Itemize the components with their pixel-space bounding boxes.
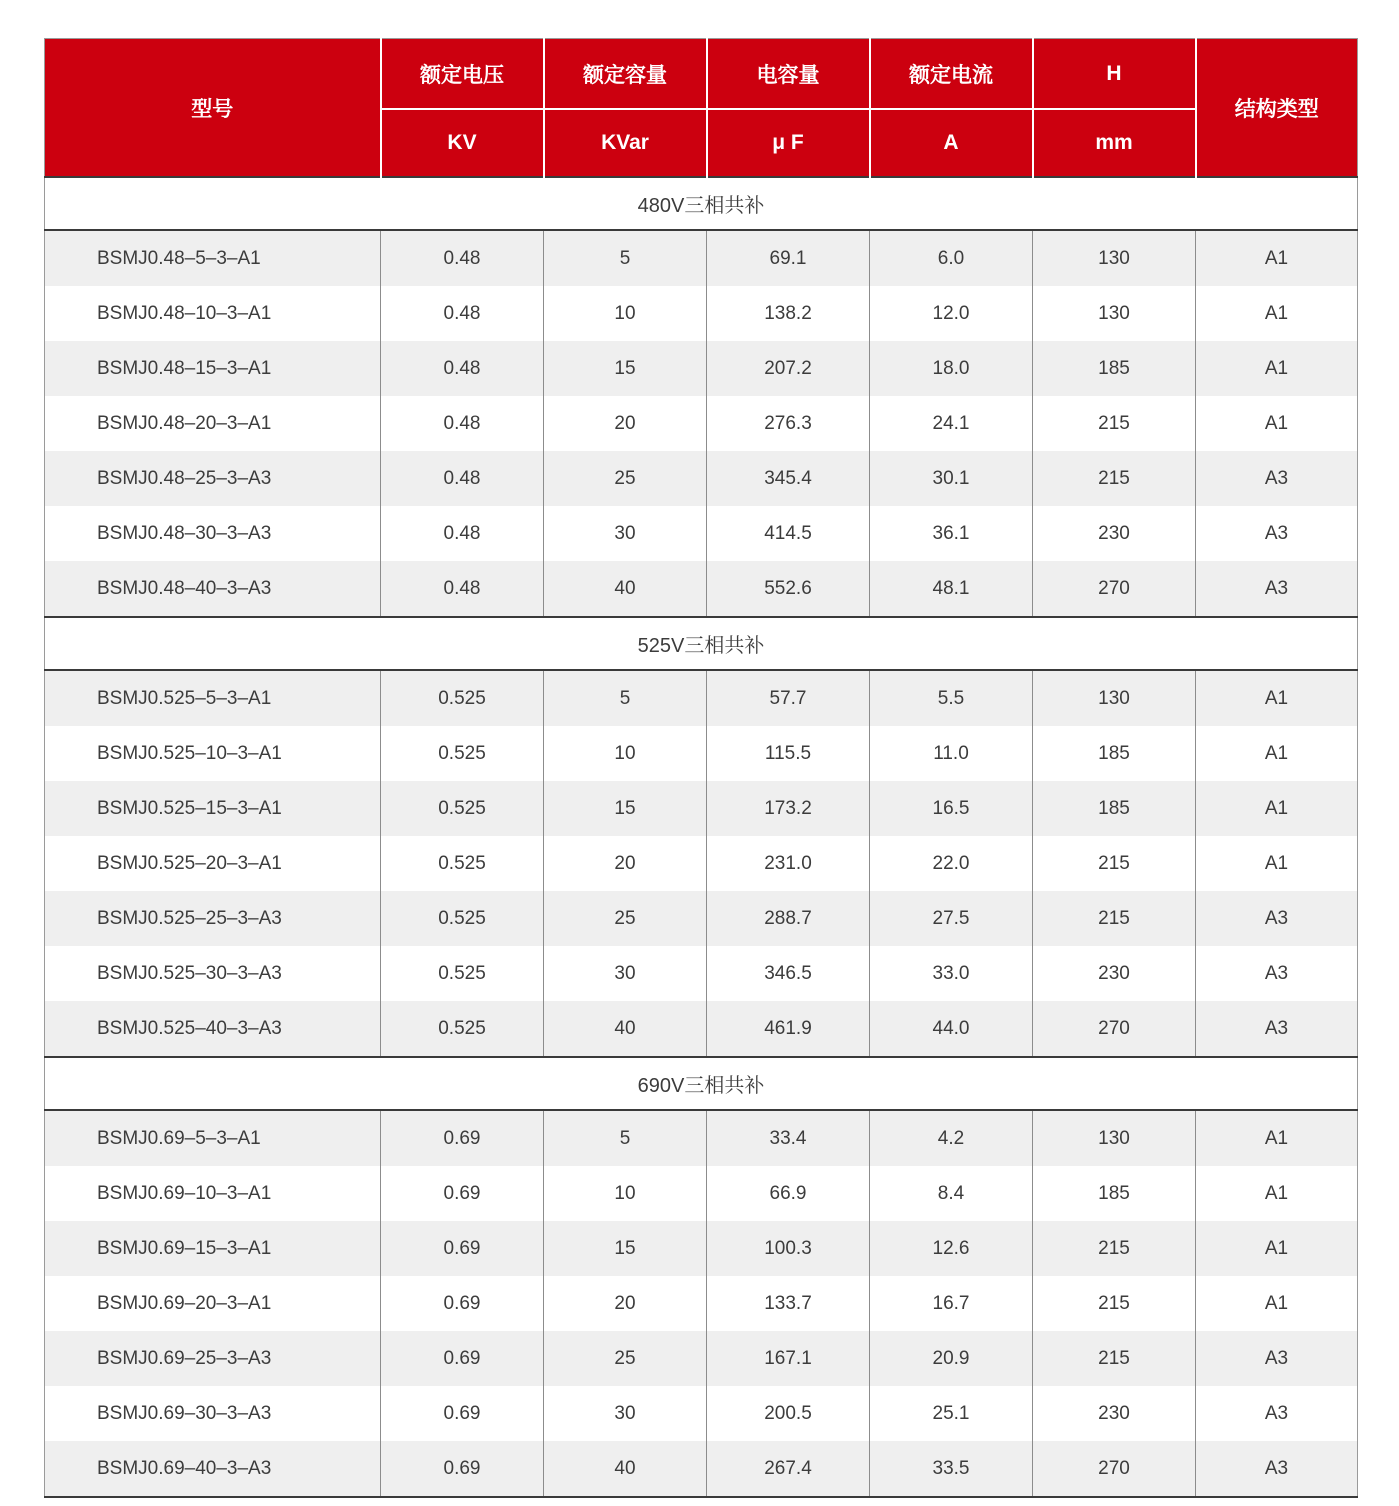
model-cell: BSMJ0.69–20–3–A1 [45, 1276, 381, 1331]
value-cell: 15 [544, 781, 707, 836]
model-cell: BSMJ0.525–30–3–A3 [45, 946, 381, 1001]
section-title: 690V三相共补 [45, 1057, 1358, 1110]
value-cell: 0.48 [381, 561, 544, 617]
model-cell: BSMJ0.48–10–3–A1 [45, 286, 381, 341]
table-row [45, 726, 1358, 781]
table-row [45, 1110, 1358, 1166]
table-row [45, 1166, 1358, 1221]
model-cell: BSMJ0.69–30–3–A3 [45, 1386, 381, 1441]
table-row [45, 396, 1358, 451]
model-cell: BSMJ0.525–20–3–A1 [45, 836, 381, 891]
value-cell: 12.6 [870, 1221, 1033, 1276]
model-cell: BSMJ0.48–5–3–A1 [45, 230, 381, 286]
value-cell: 0.525 [381, 781, 544, 836]
value-cell: 133.7 [707, 1276, 870, 1331]
model-cell: BSMJ0.69–15–3–A1 [45, 1221, 381, 1276]
value-cell: 267.4 [707, 1441, 870, 1497]
value-cell: 0.525 [381, 946, 544, 1001]
value-cell: 24.1 [870, 396, 1033, 451]
value-cell: A3 [1196, 891, 1358, 946]
value-cell: 185 [1033, 341, 1196, 396]
table-row [45, 1221, 1358, 1276]
value-cell: A3 [1196, 451, 1358, 506]
value-cell: 66.9 [707, 1166, 870, 1221]
model-cell: BSMJ0.48–15–3–A1 [45, 341, 381, 396]
table-row [45, 1441, 1358, 1497]
value-cell: 12.0 [870, 286, 1033, 341]
table-header [45, 39, 1358, 178]
value-cell: 215 [1033, 1276, 1196, 1331]
value-cell: 230 [1033, 506, 1196, 561]
table-row [45, 341, 1358, 396]
column-header-rated-current: 额定电流 [870, 39, 1033, 110]
table-row [45, 891, 1358, 946]
value-cell: 57.7 [707, 670, 870, 726]
value-cell: 5.5 [870, 670, 1033, 726]
value-cell: 130 [1033, 230, 1196, 286]
value-cell: A3 [1196, 1331, 1358, 1386]
value-cell: 30 [544, 1386, 707, 1441]
unit-mm: mm [1033, 109, 1196, 177]
section-header-row [45, 617, 1358, 670]
value-cell: 0.525 [381, 1001, 544, 1057]
value-cell: 0.48 [381, 451, 544, 506]
section-header-row [45, 1057, 1358, 1110]
table-row [45, 946, 1358, 1001]
value-cell: A3 [1196, 946, 1358, 1001]
value-cell: 552.6 [707, 561, 870, 617]
value-cell: 231.0 [707, 836, 870, 891]
value-cell: 20 [544, 836, 707, 891]
column-header-model: 型号 [45, 39, 381, 178]
value-cell: 15 [544, 341, 707, 396]
value-cell: 0.69 [381, 1386, 544, 1441]
section-title: 525V三相共补 [45, 617, 1358, 670]
value-cell: 33.4 [707, 1110, 870, 1166]
value-cell: A1 [1196, 1276, 1358, 1331]
value-cell: 40 [544, 561, 707, 617]
value-cell: 185 [1033, 781, 1196, 836]
value-cell: 40 [544, 1001, 707, 1057]
value-cell: A1 [1196, 1166, 1358, 1221]
value-cell: 10 [544, 1166, 707, 1221]
section-header-row [45, 177, 1358, 230]
table-row [45, 561, 1358, 617]
header-row-labels [45, 39, 1358, 110]
value-cell: 0.69 [381, 1110, 544, 1166]
value-cell: A1 [1196, 1221, 1358, 1276]
table-row [45, 286, 1358, 341]
value-cell: A3 [1196, 1001, 1358, 1057]
value-cell: 16.5 [870, 781, 1033, 836]
value-cell: 230 [1033, 946, 1196, 1001]
value-cell: 36.1 [870, 506, 1033, 561]
value-cell: 5 [544, 1110, 707, 1166]
value-cell: 185 [1033, 726, 1196, 781]
value-cell: 230 [1033, 1386, 1196, 1441]
value-cell: A1 [1196, 1110, 1358, 1166]
value-cell: 0.525 [381, 726, 544, 781]
table-body [45, 177, 1358, 1497]
value-cell: 33.0 [870, 946, 1033, 1001]
model-cell: BSMJ0.69–10–3–A1 [45, 1166, 381, 1221]
value-cell: 0.69 [381, 1276, 544, 1331]
unit-uf: μ F [707, 109, 870, 177]
column-header-height: H [1033, 39, 1196, 110]
value-cell: A3 [1196, 1386, 1358, 1441]
value-cell: 40 [544, 1441, 707, 1497]
value-cell: 270 [1033, 1001, 1196, 1057]
value-cell: 346.5 [707, 946, 870, 1001]
value-cell: 20.9 [870, 1331, 1033, 1386]
value-cell: 0.48 [381, 506, 544, 561]
value-cell: 215 [1033, 1221, 1196, 1276]
value-cell: A1 [1196, 341, 1358, 396]
value-cell: 0.525 [381, 836, 544, 891]
value-cell: 5 [544, 230, 707, 286]
value-cell: 200.5 [707, 1386, 870, 1441]
value-cell: 215 [1033, 396, 1196, 451]
value-cell: 185 [1033, 1166, 1196, 1221]
value-cell: A1 [1196, 836, 1358, 891]
value-cell: 33.5 [870, 1441, 1033, 1497]
value-cell: 345.4 [707, 451, 870, 506]
value-cell: 5 [544, 670, 707, 726]
value-cell: A1 [1196, 396, 1358, 451]
value-cell: 270 [1033, 561, 1196, 617]
model-cell: BSMJ0.525–5–3–A1 [45, 670, 381, 726]
value-cell: 25 [544, 1331, 707, 1386]
value-cell: 215 [1033, 1331, 1196, 1386]
value-cell: A3 [1196, 1441, 1358, 1497]
value-cell: A1 [1196, 726, 1358, 781]
value-cell: 0.69 [381, 1221, 544, 1276]
column-header-capacitance: 电容量 [707, 39, 870, 110]
value-cell: 167.1 [707, 1331, 870, 1386]
value-cell: A3 [1196, 561, 1358, 617]
model-cell: BSMJ0.69–25–3–A3 [45, 1331, 381, 1386]
model-cell: BSMJ0.525–25–3–A3 [45, 891, 381, 946]
value-cell: 0.525 [381, 670, 544, 726]
value-cell: 215 [1033, 451, 1196, 506]
model-cell: BSMJ0.48–25–3–A3 [45, 451, 381, 506]
model-cell: BSMJ0.525–10–3–A1 [45, 726, 381, 781]
value-cell: 0.48 [381, 341, 544, 396]
table-row [45, 1001, 1358, 1057]
value-cell: 4.2 [870, 1110, 1033, 1166]
value-cell: 138.2 [707, 286, 870, 341]
model-cell: BSMJ0.48–40–3–A3 [45, 561, 381, 617]
value-cell: 130 [1033, 286, 1196, 341]
unit-kvar: KVar [544, 109, 707, 177]
value-cell: 30 [544, 946, 707, 1001]
value-cell: 22.0 [870, 836, 1033, 891]
value-cell: 0.48 [381, 230, 544, 286]
value-cell: 414.5 [707, 506, 870, 561]
value-cell: A1 [1196, 781, 1358, 836]
value-cell: 115.5 [707, 726, 870, 781]
value-cell: 0.69 [381, 1331, 544, 1386]
value-cell: 16.7 [870, 1276, 1033, 1331]
value-cell: A3 [1196, 506, 1358, 561]
section-title: 480V三相共补 [45, 177, 1358, 230]
value-cell: 8.4 [870, 1166, 1033, 1221]
capacitor-spec-table [44, 38, 1358, 1498]
table-row [45, 781, 1358, 836]
value-cell: 48.1 [870, 561, 1033, 617]
value-cell: 130 [1033, 1110, 1196, 1166]
value-cell: 10 [544, 726, 707, 781]
value-cell: 25 [544, 891, 707, 946]
column-header-structure-type: 结构类型 [1196, 39, 1358, 178]
value-cell: 100.3 [707, 1221, 870, 1276]
table-row [45, 506, 1358, 561]
value-cell: 25 [544, 451, 707, 506]
model-cell: BSMJ0.69–40–3–A3 [45, 1441, 381, 1497]
value-cell: 276.3 [707, 396, 870, 451]
value-cell: A1 [1196, 230, 1358, 286]
table-row [45, 836, 1358, 891]
value-cell: 215 [1033, 836, 1196, 891]
value-cell: A1 [1196, 286, 1358, 341]
value-cell: 207.2 [707, 341, 870, 396]
value-cell: 0.69 [381, 1441, 544, 1497]
value-cell: 0.48 [381, 396, 544, 451]
column-header-rated-capacity: 额定容量 [544, 39, 707, 110]
table-row [45, 451, 1358, 506]
value-cell: 30.1 [870, 451, 1033, 506]
value-cell: 20 [544, 396, 707, 451]
value-cell: 173.2 [707, 781, 870, 836]
value-cell: 44.0 [870, 1001, 1033, 1057]
table-row [45, 670, 1358, 726]
model-cell: BSMJ0.48–30–3–A3 [45, 506, 381, 561]
value-cell: 30 [544, 506, 707, 561]
value-cell: A1 [1196, 670, 1358, 726]
table-row [45, 230, 1358, 286]
value-cell: 130 [1033, 670, 1196, 726]
value-cell: 10 [544, 286, 707, 341]
table-row [45, 1331, 1358, 1386]
model-cell: BSMJ0.69–5–3–A1 [45, 1110, 381, 1166]
column-header-rated-voltage: 额定电压 [381, 39, 544, 110]
value-cell: 27.5 [870, 891, 1033, 946]
value-cell: 69.1 [707, 230, 870, 286]
value-cell: 0.69 [381, 1166, 544, 1221]
value-cell: 0.48 [381, 286, 544, 341]
value-cell: 20 [544, 1276, 707, 1331]
unit-a: A [870, 109, 1033, 177]
table-row [45, 1386, 1358, 1441]
value-cell: 6.0 [870, 230, 1033, 286]
unit-kv: KV [381, 109, 544, 177]
model-cell: BSMJ0.48–20–3–A1 [45, 396, 381, 451]
value-cell: 270 [1033, 1441, 1196, 1497]
value-cell: 215 [1033, 891, 1196, 946]
table-row [45, 1276, 1358, 1331]
model-cell: BSMJ0.525–40–3–A3 [45, 1001, 381, 1057]
value-cell: 25.1 [870, 1386, 1033, 1441]
value-cell: 11.0 [870, 726, 1033, 781]
model-cell: BSMJ0.525–15–3–A1 [45, 781, 381, 836]
value-cell: 15 [544, 1221, 707, 1276]
value-cell: 0.525 [381, 891, 544, 946]
value-cell: 18.0 [870, 341, 1033, 396]
value-cell: 288.7 [707, 891, 870, 946]
value-cell: 461.9 [707, 1001, 870, 1057]
